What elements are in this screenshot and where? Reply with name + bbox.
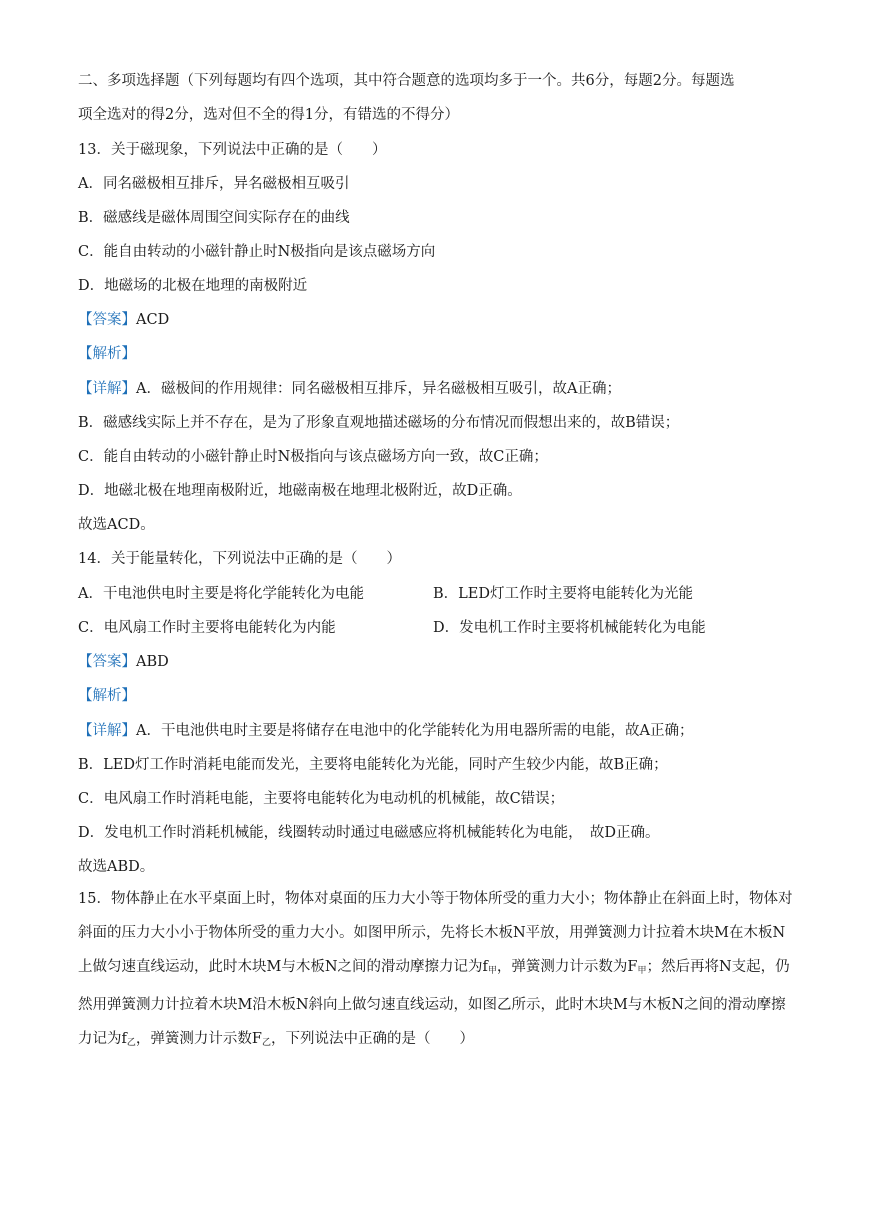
detail-label: 【详解】 (78, 723, 136, 739)
q14-conclusion: 故选ABD。 (78, 859, 155, 875)
answer-value: ACD (136, 312, 170, 328)
answer-label: 【答案】 (78, 312, 136, 328)
answer-value: ABD (136, 654, 169, 670)
q13-option-c: C．能自由转动的小磁针静止时N极指向是该点磁场方向 (78, 244, 436, 260)
subscript-yi: 乙 (261, 1038, 271, 1048)
q14-detail-d: D．发电机工作时消耗机械能，线圈转动时通过电磁感应将机械能转化为电能， 故D正确。 (78, 825, 660, 841)
q13-option-a: A．同名磁极相互排斥，异名磁极相互吸引 (78, 176, 350, 192)
subscript-jia: 甲 (637, 966, 647, 976)
q15-text-5: ，下列说法中正确的是（ ） (270, 1031, 474, 1047)
q13-answer (78, 310, 169, 330)
detail-text: A．干电池供电时主要是将储存在电池中的化学能转化为用电器所需的电能，故A正确； (136, 723, 694, 739)
q13-stem: 13．关于磁现象，下列说法中正确的是（ ） (78, 142, 387, 158)
q14-stem: 14．关于能量转化，下列说法中正确的是（ ） (78, 551, 401, 567)
q14-detail-a (78, 721, 693, 741)
q13-detail-a (78, 379, 621, 399)
subscript-yi: 乙 (126, 1038, 136, 1048)
q14-option-d: D．发电机工作时主要将机械能转化为电能 (433, 620, 706, 636)
q15-stem (78, 882, 794, 1060)
q14-option-b: B．LED灯工作时主要将电能转化为光能 (433, 586, 693, 602)
q15-text-3: ；然后再将N支起，仍然用弹簧测力计拉着木块M沿木板N斜向上做匀速直线运动，如图乙所示，此时木块M与木板N之间的滑动摩擦力记为f (78, 959, 790, 1047)
q15-text-4: ，弹簧测力计示数F (135, 1031, 262, 1047)
q13-conclusion: 故选ACD。 (78, 517, 155, 533)
q14-answer (78, 652, 169, 672)
q14-detail-b: B．LED灯工作时消耗电能而发光，主要将电能转化为光能，同时产生较少内能，故B正确； (78, 757, 668, 773)
q14-analysis-label: 【解析】 (78, 688, 136, 704)
detail-label: 【详解】 (78, 381, 136, 397)
section-header: 二、多项选择题（下列每题均有四个选项，其中符合题意的选项均多于一个。共6分，每题2分。每题选 (78, 73, 735, 89)
section-header-cont: 项全选对的得2分，选对但不全的得1分，有错选的不得分） (78, 107, 459, 123)
q13-detail-c: C．能自由转动的小磁针静止时N极指向与该点磁场方向一致，故C正确； (78, 449, 548, 465)
q13-option-b: B．磁感线是磁体周围空间实际存在的曲线 (78, 210, 350, 226)
q13-analysis-label: 【解析】 (78, 346, 136, 362)
answer-label: 【答案】 (78, 654, 136, 670)
detail-text: A．磁极间的作用规律：同名磁极相互排斥，异名磁极相互吸引，故A正确； (136, 381, 621, 397)
q14-detail-c: C．电风扇工作时消耗电能，主要将电能转化为电动机的机械能，故C错误； (78, 791, 565, 807)
q14-option-c: C．电风扇工作时主要将电能转化为内能 (78, 620, 336, 636)
q13-detail-b: B．磁感线实际上并不存在，是为了形象直观地描述磁场的分布情况而假想出来的，故B错误； (78, 415, 680, 431)
q13-detail-d: D．地磁北极在地理南极附近，地磁南极在地理北极附近，故D正确。 (78, 483, 522, 499)
q15-text-1: 15．物体静止在水平桌面上时，物体对桌面的压力大小等于物体所受的重力大小；物体静止在斜面上时，物体对斜面的压力大小小于物体所受的重力大小。如图甲所示，先将长木板N平放，用弹簧测力计拉着木块M在木板N上做匀速直线运动，此时木块M与木板N之间的滑动摩擦力记为f (78, 891, 793, 975)
q14-option-a: A．干电池供电时主要是将化学能转化为电能 (78, 586, 364, 602)
q13-option-d: D．地磁场的北极在地理的南极附近 (78, 278, 308, 294)
subscript-jia: 甲 (487, 966, 497, 976)
q15-text-2: ，弹簧测力计示数为F (496, 959, 638, 975)
